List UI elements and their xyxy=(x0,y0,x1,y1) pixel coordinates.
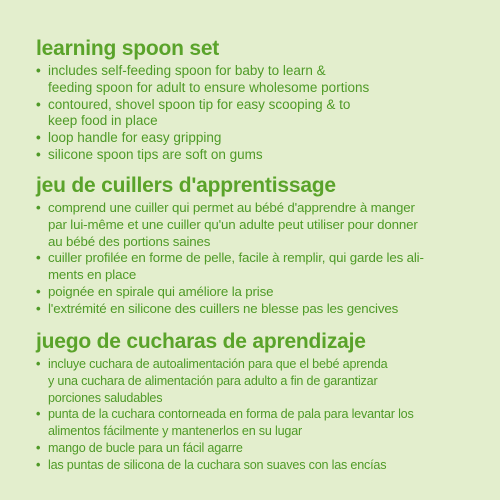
bullet-icon: • xyxy=(36,130,41,146)
list-item-text: comprend une cuiller qui permet au bébé d'apprendre à manger par lui-même et une cuiller qu'un adulte peut utiliser pour donner au bébé des portions saines xyxy=(48,200,418,249)
bullet-icon: • xyxy=(36,357,41,371)
bullet-icon: • xyxy=(36,146,41,162)
list-item xyxy=(36,97,488,131)
list-item-text: cuiller profilée en forme de pelle, facile à remplir, qui garde les ali- ments en place xyxy=(48,250,424,283)
list-item-text: l'extrémité en silicone des cuillers ne blesse pas les gencives xyxy=(48,300,399,316)
section-spanish xyxy=(36,330,488,474)
feature-list-french xyxy=(36,200,488,318)
list-item-text: loop handle for easy gripping xyxy=(48,130,222,146)
list-item xyxy=(36,200,488,250)
list-item xyxy=(36,356,488,406)
list-item-text: punta de la cuchara contorneada en forma de pala para levantar los alimentos fácilmente y mantenerlos en su lugar xyxy=(48,407,414,439)
list-item xyxy=(36,301,488,318)
list-item-text: contoured, shovel spoon tip for easy scooping & to keep food in place xyxy=(48,96,351,129)
list-item-text: includes self-feeding spoon for baby to learn & feeding spoon for adult to ensure wholesome portions xyxy=(48,63,370,95)
section-heading-english: learning spoon set xyxy=(36,37,220,60)
list-item xyxy=(36,457,488,474)
section-english xyxy=(36,37,488,164)
section-heading-french: jeu de cuillers d'apprentissage xyxy=(36,174,336,197)
list-item xyxy=(36,406,488,440)
bullet-icon: • xyxy=(36,457,41,472)
bullet-icon: • xyxy=(36,283,41,299)
section-french xyxy=(36,174,488,318)
list-item xyxy=(36,440,488,457)
section-heading-spanish: juego de cucharas de aprendizaje xyxy=(36,330,366,353)
bullet-icon: • xyxy=(36,440,41,455)
feature-list-spanish xyxy=(36,356,488,474)
feature-list-english xyxy=(36,63,488,164)
list-item-text: poignée en spirale qui améliore la prise xyxy=(48,283,274,299)
list-item xyxy=(36,147,488,164)
bullet-icon: • xyxy=(36,96,41,112)
list-item xyxy=(36,130,488,147)
list-item xyxy=(36,63,488,97)
bullet-icon: • xyxy=(36,407,41,422)
bullet-icon: • xyxy=(36,200,41,215)
bullet-icon: • xyxy=(36,63,41,78)
list-item xyxy=(36,250,488,284)
list-item-text: las puntas de silicona de la cuchara son suaves con las encías xyxy=(48,457,387,472)
list-item-text: mango de bucle para un fácil agarre xyxy=(48,440,243,455)
list-item xyxy=(36,284,488,301)
list-item-text: incluye cuchara de autoalimentación para que el bebé aprenda y una cuchara de alimentación para adulto a fin de garantizar porciones saludables xyxy=(48,357,388,405)
list-item-text: silicone spoon tips are soft on gums xyxy=(48,146,263,162)
bullet-icon: • xyxy=(36,300,41,316)
bullet-icon: • xyxy=(36,250,41,266)
